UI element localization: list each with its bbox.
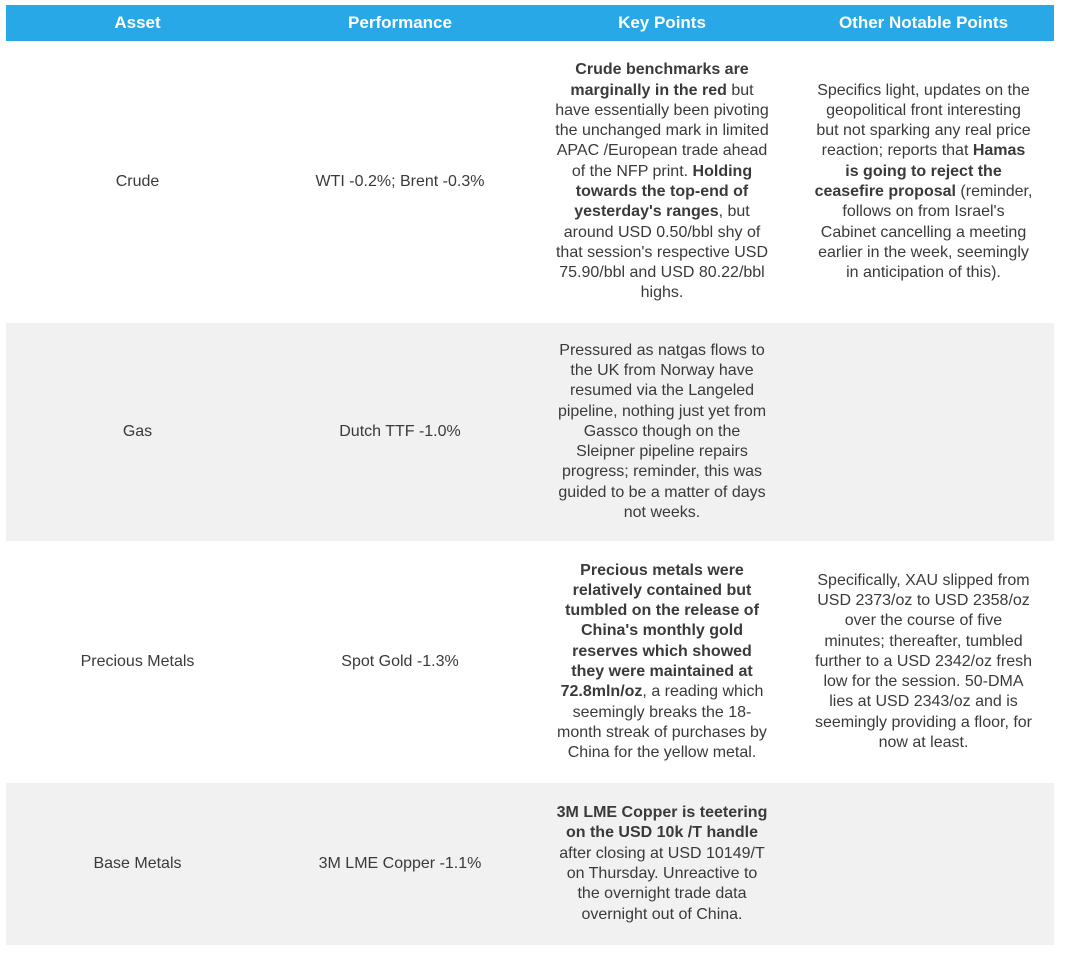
key-point-text: but have essentially been pivoting the unchanged mark in limited APAC /European trade ahead of the NFP print. [555,81,769,180]
key-points-cell [531,541,793,783]
key-point-text: , a reading which seemingly breaks the 18-month streak of purchases by China for the yellow metal. [557,683,767,762]
performance-cell: WTI -0.2%; Brent -0.3% [269,41,531,323]
table-row-crude [6,41,1054,323]
other-points-cell [793,541,1054,783]
key-point-text: after closing at USD 10149/T on Thursday. Unreactive to the overnight trade data overnight out of China. [559,844,765,923]
key-points-cell [531,783,793,945]
header-key-points: Key Points [531,5,793,41]
table-row-gas [6,323,1054,541]
asset-cell: Gas [6,323,269,541]
other-point-text: (reminder, follows on from Israel's Cabinet cancelling a meeting earlier in the week, seemingly in anticipation of this). [818,183,1033,282]
header-row [6,5,1054,41]
key-point-bold: Precious metals were relatively contained but tumbled on the release of China's monthly gold reserves which showed they were maintained at 72.8mln/oz [560,561,759,701]
performance-cell: 3M LME Copper -1.1% [269,783,531,945]
key-point-bold: Crude benchmarks are marginally in the red [570,61,749,99]
other-points-cell [793,323,1054,541]
other-points-cell [793,41,1054,323]
asset-cell: Base Metals [6,783,269,945]
header-asset: Asset [6,5,269,41]
header-performance: Performance [269,5,531,41]
table-row-precious-metals [6,541,1054,783]
key-point-bold: 3M LME Copper is teetering on the USD 10k /T handle [556,804,768,842]
performance-cell: Spot Gold -1.3% [269,541,531,783]
performance-cell: Dutch TTF -1.0% [269,323,531,541]
table-row-base-metals [6,783,1054,945]
key-point-text: , but around USD 0.50/bbl shy of that session's respective USD 75.90/bbl and USD 80.22/bbl highs. [555,203,769,302]
other-points-cell [793,783,1054,945]
asset-cell: Precious Metals [6,541,269,783]
key-point-text: Pressured as natgas flows to the UK from Norway have resumed via the Langeled pipeline, nothing just yet from Gassco though on the Sleipner pipeline repairs progress; reminder, this was guided to be a matter of days not weeks. [557,341,767,522]
other-point-text: Specifically, XAU slipped from USD 2373/oz to USD 2358/oz over the course of five minutes; thereafter, tumbled further to a USD 2342/oz fresh low for the session. 50-DMA lies at USD 2343/oz and is seemingly providing a floor, for now at least. [815,571,1032,752]
key-points-cell [531,323,793,541]
commodities-table [6,5,1054,945]
asset-cell: Crude [6,41,269,323]
other-point-text: Specifics light, updates on the geopolitical front interesting but not sparking any real price reaction; reports that [816,81,1031,160]
key-points-cell [531,41,793,323]
header-other-notable-points: Other Notable Points [793,5,1054,41]
key-point-bold: Holding towards the top-end of yesterday's ranges [574,162,753,221]
other-point-bold: Hamas is going to reject the ceasefire proposal [814,142,1026,200]
